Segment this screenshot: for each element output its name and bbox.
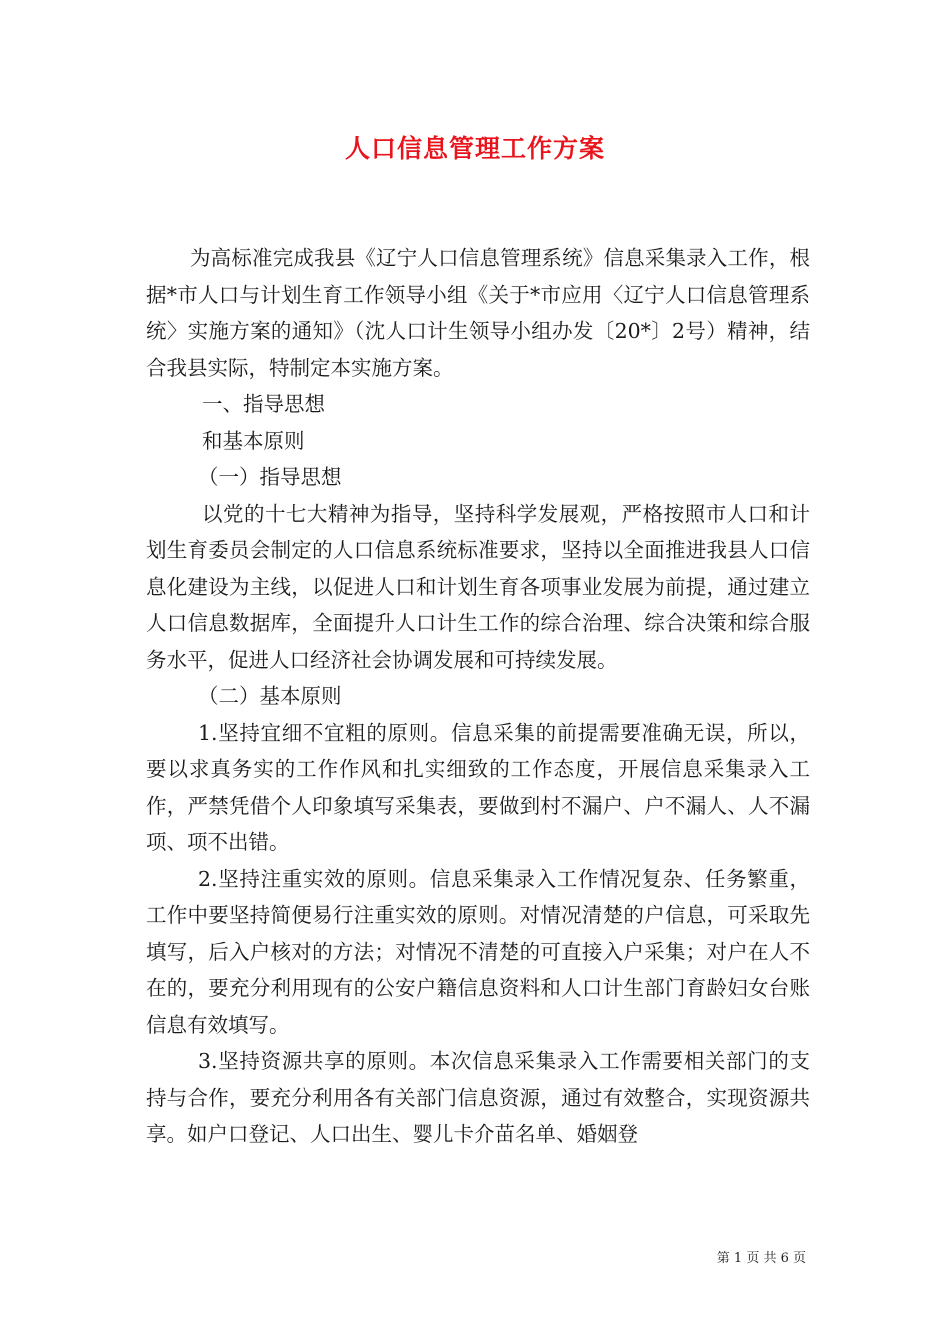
document-title: 人口信息管理工作方案 <box>344 134 605 163</box>
section-heading-1: 一、指导思想 <box>202 392 325 416</box>
principle-2-paragraph: 2.坚持注重实效的原则。信息采集录入工作情况复杂、任务繁重，工作中要坚持简便易行注重实效的原则。对情况清楚的户信息，可采取先填写，后入户核对的方法；对情况不清楚的可直接入户采集；对户在人不在的，要充分利用现有的公安户籍信息资料和人口计生部门育龄妇女台账信息有效填写。 <box>146 866 810 1037</box>
subsection-heading-2: （二）基本原则 <box>198 684 342 708</box>
principle-3-paragraph: 3.坚持资源共享的原则。本次信息采集录入工作需要相关部门的支持与合作，要充分利用各有关部门信息资源，通过有效整合，实现资源共享。如户口登记、人口出生、婴儿卡介苗名单、婚姻登 <box>146 1049 810 1146</box>
intro-paragraph: 为高标准完成我县《辽宁人口信息管理系统》信息采集录入工作，根据*市人口与计划生育工作领导小组《关于*市应用〈辽宁人口信息管理系统〉实施方案的通知》（沈人口计生领导小组办发〔20*〕2号）精神，结合我县实际，特制定本实施方案。 <box>146 246 810 380</box>
guiding-thought-paragraph: 以党的十七大精神为指导，坚持科学发展观，严格按照市人口和计划生育委员会制定的人口信息系统标准要求，坚持以全面推进我县人口信息化建设为主线，以促进人口和计划生育各项事业发展为前提，通过建立人口信息数据库，全面提升人口计生工作的综合治理、综合决策和综合服务水平，促进人口经济社会协调发展和可持续发展。 <box>146 501 810 672</box>
section-heading-1-cont: 和基本原则 <box>202 428 305 453</box>
subsection-heading-1: （一）指导思想 <box>198 465 342 489</box>
principle-1-paragraph: 1.坚持宜细不宜粗的原则。信息采集的前提需要准确无误，所以，要以求真务实的工作作风和扎实细致的工作态度，开展信息采集录入工作，严禁凭借个人印象填写采集表，要做到村不漏户、户不漏人、人不漏项、项不出错。 <box>146 720 810 854</box>
page-number: 第 1 页 共 6 页 <box>716 1251 806 1266</box>
document-body <box>146 240 810 1153</box>
